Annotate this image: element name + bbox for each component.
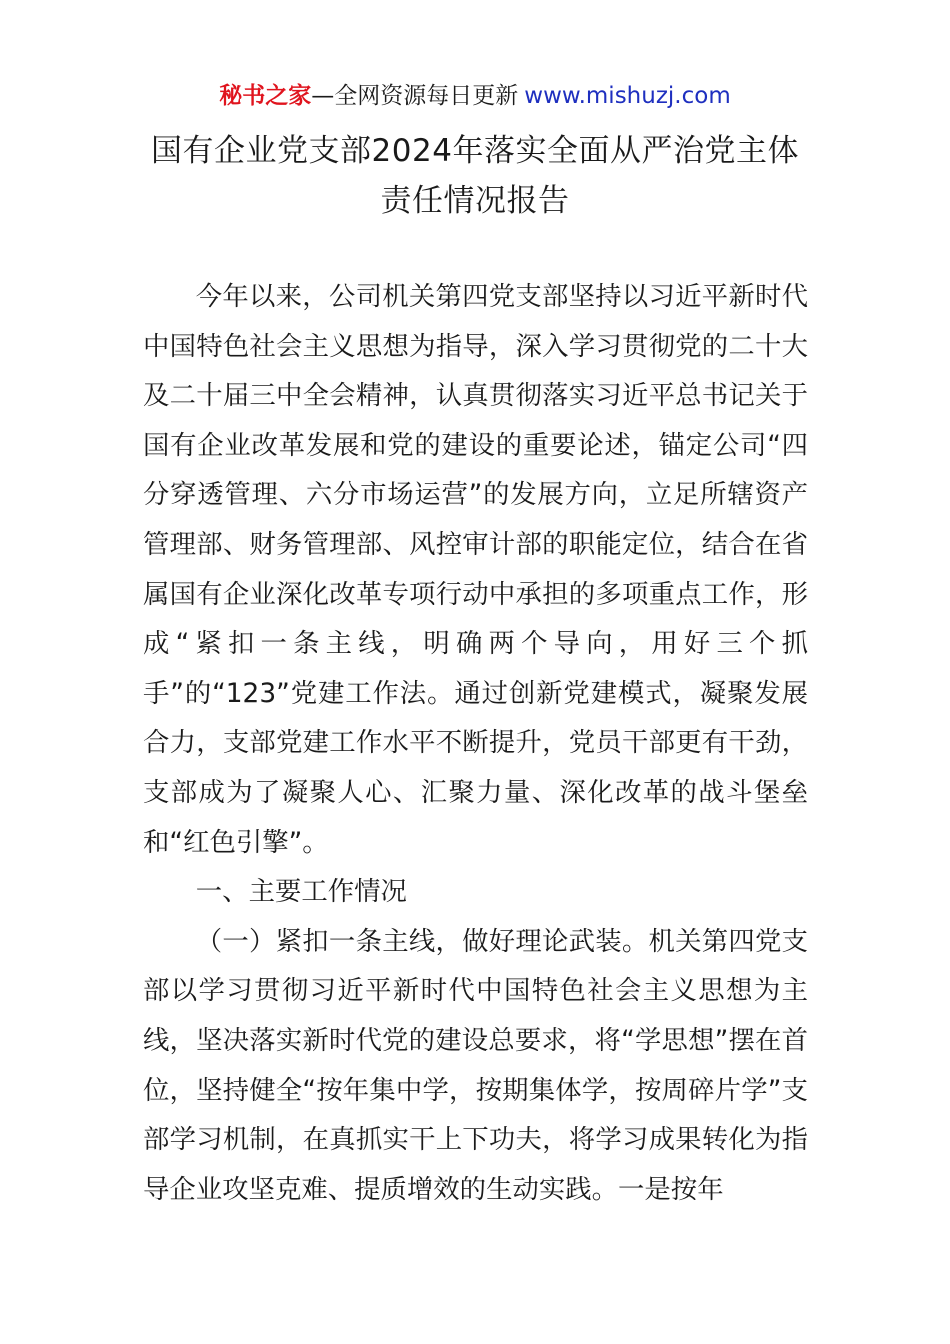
subsection-paragraph-1: （一）紧扣一条主线，做好理论武装。机关第四党支部以学习贯彻习近平新时代中国特色社会主义思想为主线，坚决落实新时代党的建设总要求，将“学思想”摆在首位，坚持健全“按年集中学，按期集体学，按周碎片学”支部学习机制，在真抓实干上下功夫，将学习成果转化为指导企业攻坚克难、提质增效的生动实践。一是按年 [143, 925, 808, 1205]
document-body [143, 272, 808, 1214]
site-header [0, 80, 950, 112]
document-title [120, 126, 830, 226]
document-title-line-1: 国有企业党支部2024年落实全面从严治党主体 [151, 133, 799, 169]
intro-paragraph: 今年以来，公司机关第四党支部坚持以习近平新时代中国特色社会主义思想为指导，深入学习贯彻党的二十大及二十届三中全会精神，认真贯彻落实习近平总书记关于国有企业改革发展和党的建设的重要论述，锚定公司“四分穿透管理、六分市场运营”的发展方向，立足所辖资产管理部、财务管理部、风控审计部的职能定位，结合在省属国有企业深化改革专项行动中承担的多项重点工作，形成“紧扣一条主线，明确两个导向，用好三个抓手”的“123”党建工作法。通过创新党建模式，凝聚发展合力，支部党建工作水平不断提升，党员干部更有干劲，支部成为了凝聚人心、汇聚力量、深化改革的战斗堡垒和“红色引擎”。 [143, 281, 808, 858]
section-heading-main-work: 一、主要工作情况 [195, 876, 407, 908]
site-url-link[interactable]: www.mishuzj.com [524, 83, 731, 109]
brand-name: 秘书之家 [219, 83, 312, 109]
header-tagline: —全网资源每日更新 [311, 83, 519, 109]
document-title-line-2: 责任情况报告 [380, 183, 570, 219]
